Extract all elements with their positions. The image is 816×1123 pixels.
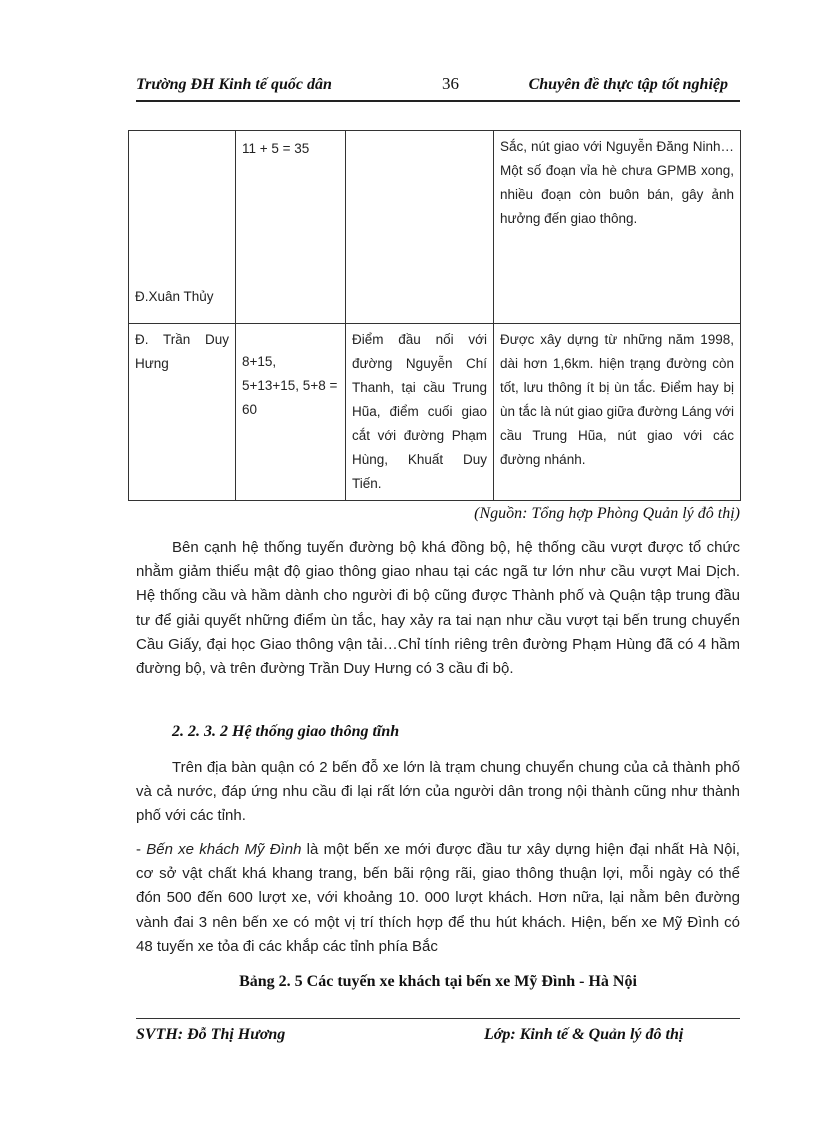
start-end-cell: Điểm đầu nối với đường Nguyễn Chí Thanh, tại cầu Trung Hũa, điểm cuối giao cắt với đường Phạm Hùng, Khuất Duy Tiến.: [346, 324, 494, 501]
header-title: Chuyên đề thực tập tốt nghiệp: [528, 76, 728, 93]
header-school: Trường ĐH Kinh tế quốc dân: [136, 76, 332, 93]
footer-student: SVTH: Đỗ Thị Hương: [136, 1026, 286, 1043]
road-name-cell: Đ. Trần Duy Hưng: [129, 324, 236, 501]
page-number: 36: [442, 74, 459, 93]
paragraph: - Bến xe khách Mỹ Đình là một bến xe mới được đầu tư xây dựng hiện đại nhất Hà Nội, cơ sở vật chất khá khang trang, bến bãi rộng rãi, giao thông thuận lợi, mỗi ngày có thể đón 500 đến 600 lượt xe, với khoảng 10. 000 lượt khách. Hơn nữa, lại nằm bên đường vành đai 3 nên bến xe có một vị trí thích hợp để thu hút khách. Hiện, bến xe Mỹ Đình có 48 tuyến xe tỏa đi các khắp các tỉnh phía Bắc: [136, 841, 740, 955]
length-cell: 8+15, 5+13+15, 5+8 = 60: [236, 324, 346, 501]
paragraph: Bên cạnh hệ thống tuyến đường bộ khá đồng bộ, hệ thống cầu vượt được tổ chức nhằm giảm thiểu mật độ giao thông giao nhau tại các ngã tư lớn như cầu vượt Mai Dịch. Hệ thống cầu và hầm dành cho người đi bộ cũng được Thành phố và Quận tập trung đầu tư để giải quyết những điểm ùn tắc, hay xảy ra tai nạn như cầu vượt tại bến trung chuyển Cầu Giấy, đại học Giao thông vận tải…Chỉ tính riêng trên đường Phạm Hùng đã có 4 hầm đường bộ, và trên đường Trần Duy Hưng có 3 cầu đi bộ.: [136, 539, 740, 678]
section-heading: 2. 2. 3. 2 Hệ thống giao thông tĩnh: [172, 723, 400, 740]
source-note: (Nguồn: Tổng hợp Phòng Quản lý đô thị): [474, 505, 740, 522]
table-row: [129, 324, 741, 501]
table-caption: Bảng 2. 5 Các tuyến xe khách tại bến xe Mỹ Đình - Hà Nội: [239, 973, 637, 990]
page-header: [136, 72, 740, 102]
page-footer: [136, 1026, 740, 1044]
footer-class: Lớp: Kinh tế & Quản lý đô thị: [484, 1026, 684, 1043]
road-name-cell: Đ.Xuân Thủy: [129, 131, 236, 324]
table-row: [129, 131, 741, 324]
length-cell: 11 + 5 = 35: [236, 131, 346, 324]
footer-divider: [136, 1018, 740, 1019]
status-cell: Được xây dựng từ những năm 1998, dài hơn 1,6km. hiện trạng đường còn tốt, lưu thông ít bị ùn tắc. Điểm hay bị ùn tắc là nút giao giữa đường Láng với cầu Trung Hũa, nút giao với các đường nhánh.: [494, 324, 741, 501]
start-end-cell: [346, 131, 494, 324]
road-table: [128, 130, 741, 501]
status-cell: Sắc, nút giao với Nguyễn Đăng Ninh…Một số đoạn vỉa hè chưa GPMB xong, nhiều đoạn còn buôn bán, gây ảnh hưởng đến giao thông.: [494, 131, 741, 324]
paragraph: Trên địa bàn quận có 2 bến đỗ xe lớn là trạm chung chuyển chung của cả thành phố và cả nước, đáp ứng nhu cầu đi lại rất lớn của người dân trong nội thành cũng như thành phố với các tỉnh.: [136, 759, 740, 825]
